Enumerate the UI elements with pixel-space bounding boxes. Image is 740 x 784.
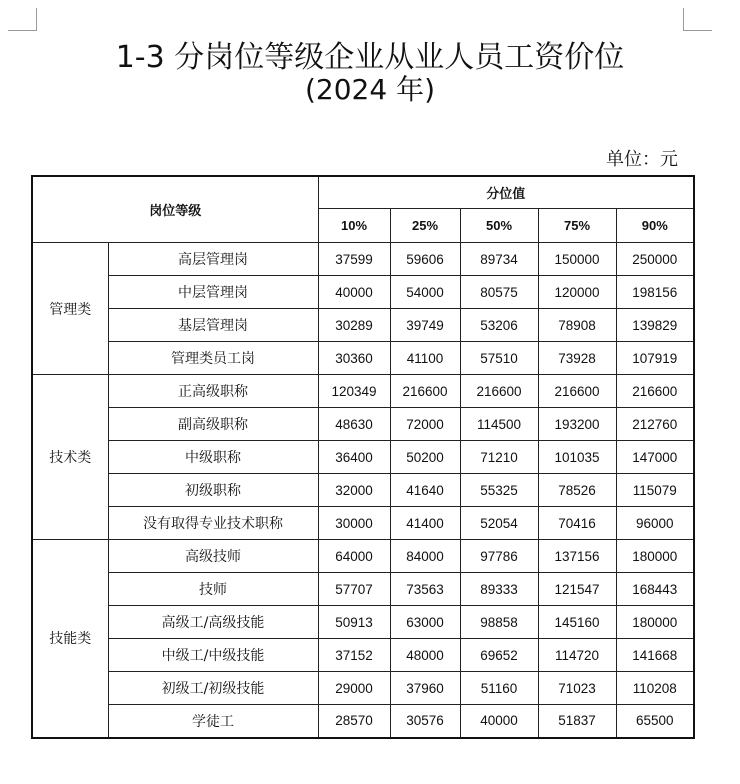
wage-cell-p50: 114500: [460, 408, 538, 441]
header-p90: 90%: [616, 209, 694, 243]
wage-cell-p75: 114720: [538, 639, 616, 672]
document-year: (2024 年): [304, 73, 435, 106]
wage-cell-p25: 73563: [390, 573, 460, 606]
wage-cell-p75: 121547: [538, 573, 616, 606]
wage-cell-p75: 73928: [538, 342, 616, 375]
wage-cell-p75: 120000: [538, 276, 616, 309]
document-title: 1-3 分岗位等级企业从业人员工资价位: [115, 40, 625, 75]
wage-cell-p10: 120349: [318, 375, 390, 408]
wage-cell-p10: 30289: [318, 309, 390, 342]
wage-cell-p90: 168443: [616, 573, 694, 606]
wage-cell-p10: 37152: [318, 639, 390, 672]
header-p50: 50%: [460, 209, 538, 243]
table-row: [32, 441, 694, 474]
header-grade: 岗位等级: [32, 176, 318, 243]
post-grade-cell: 管理类员工岗: [108, 342, 318, 375]
wage-cell-p25: 30576: [390, 705, 460, 738]
wage-cell-p90: 115079: [616, 474, 694, 507]
wage-cell-p10: 50913: [318, 606, 390, 639]
wage-cell-p75: 216600: [538, 375, 616, 408]
wage-cell-p75: 101035: [538, 441, 616, 474]
wage-cell-p50: 89333: [460, 573, 538, 606]
wage-cell-p90: 212760: [616, 408, 694, 441]
post-grade-cell: 初级职称: [108, 474, 318, 507]
header-p25: 25%: [390, 209, 460, 243]
post-grade-cell: 高级技师: [108, 540, 318, 573]
wage-cell-p75: 145160: [538, 606, 616, 639]
post-grade-cell: 中级职称: [108, 441, 318, 474]
wage-cell-p25: 59606: [390, 243, 460, 276]
wage-cell-p25: 84000: [390, 540, 460, 573]
table-row: [32, 540, 694, 573]
page-corner-mark-right: [683, 8, 712, 31]
table-row: [32, 276, 694, 309]
wage-cell-p50: 57510: [460, 342, 538, 375]
wage-cell-p25: 54000: [390, 276, 460, 309]
wage-cell-p90: 180000: [616, 540, 694, 573]
category-cell: 技能类: [32, 540, 108, 738]
wage-cell-p50: 97786: [460, 540, 538, 573]
post-grade-cell: 高层管理岗: [108, 243, 318, 276]
wage-cell-p75: 78908: [538, 309, 616, 342]
wage-cell-p10: 48630: [318, 408, 390, 441]
table-row: [32, 606, 694, 639]
wage-cell-p90: 110208: [616, 672, 694, 705]
wage-table: [31, 175, 695, 739]
page-corner-mark-left: [8, 8, 37, 31]
wage-cell-p75: 137156: [538, 540, 616, 573]
wage-cell-p50: 80575: [460, 276, 538, 309]
wage-cell-p50: 89734: [460, 243, 538, 276]
wage-cell-p10: 57707: [318, 573, 390, 606]
wage-cell-p25: 216600: [390, 375, 460, 408]
post-grade-cell: 正高级职称: [108, 375, 318, 408]
post-grade-cell: 没有取得专业技术职称: [108, 507, 318, 540]
post-grade-cell: 中级工/中级技能: [108, 639, 318, 672]
wage-cell-p25: 39749: [390, 309, 460, 342]
wage-cell-p10: 29000: [318, 672, 390, 705]
post-grade-cell: 副高级职称: [108, 408, 318, 441]
wage-cell-p75: 193200: [538, 408, 616, 441]
wage-cell-p90: 141668: [616, 639, 694, 672]
table-row: [32, 705, 694, 738]
table-row: [32, 474, 694, 507]
table-row: [32, 408, 694, 441]
wage-cell-p90: 250000: [616, 243, 694, 276]
wage-cell-p10: 30000: [318, 507, 390, 540]
post-grade-cell: 高级工/高级技能: [108, 606, 318, 639]
wage-cell-p50: 53206: [460, 309, 538, 342]
table-row: [32, 342, 694, 375]
wage-cell-p50: 69652: [460, 639, 538, 672]
wage-cell-p90: 139829: [616, 309, 694, 342]
wage-cell-p10: 64000: [318, 540, 390, 573]
wage-cell-p50: 52054: [460, 507, 538, 540]
wage-cell-p50: 40000: [460, 705, 538, 738]
wage-cell-p75: 78526: [538, 474, 616, 507]
wage-cell-p50: 216600: [460, 375, 538, 408]
post-grade-cell: 基层管理岗: [108, 309, 318, 342]
table-row: [32, 573, 694, 606]
table-row: [32, 507, 694, 540]
header-percentile: 分位值: [318, 176, 694, 209]
wage-cell-p25: 48000: [390, 639, 460, 672]
unit-label: 单位：元: [606, 149, 678, 170]
wage-cell-p10: 28570: [318, 705, 390, 738]
post-grade-cell: 中层管理岗: [108, 276, 318, 309]
wage-cell-p10: 36400: [318, 441, 390, 474]
wage-cell-p75: 71023: [538, 672, 616, 705]
table-row: [32, 243, 694, 276]
header-row: [32, 176, 694, 209]
wage-cell-p10: 30360: [318, 342, 390, 375]
wage-cell-p25: 72000: [390, 408, 460, 441]
wage-cell-p10: 32000: [318, 474, 390, 507]
header-p10: 10%: [318, 209, 390, 243]
wage-cell-p90: 96000: [616, 507, 694, 540]
table-row: [32, 639, 694, 672]
wage-cell-p90: 216600: [616, 375, 694, 408]
wage-cell-p25: 41100: [390, 342, 460, 375]
wage-cell-p75: 70416: [538, 507, 616, 540]
wage-cell-p25: 41640: [390, 474, 460, 507]
table-body: [32, 243, 694, 738]
wage-cell-p75: 150000: [538, 243, 616, 276]
wage-cell-p90: 180000: [616, 606, 694, 639]
wage-cell-p90: 198156: [616, 276, 694, 309]
wage-cell-p25: 41400: [390, 507, 460, 540]
post-grade-cell: 技师: [108, 573, 318, 606]
wage-cell-p25: 50200: [390, 441, 460, 474]
header-p75: 75%: [538, 209, 616, 243]
wage-cell-p90: 65500: [616, 705, 694, 738]
wage-cell-p10: 40000: [318, 276, 390, 309]
wage-cell-p90: 147000: [616, 441, 694, 474]
wage-cell-p90: 107919: [616, 342, 694, 375]
post-grade-cell: 初级工/初级技能: [108, 672, 318, 705]
table-row: [32, 672, 694, 705]
table-row: [32, 309, 694, 342]
wage-cell-p50: 98858: [460, 606, 538, 639]
wage-cell-p25: 37960: [390, 672, 460, 705]
post-grade-cell: 学徒工: [108, 705, 318, 738]
wage-cell-p50: 55325: [460, 474, 538, 507]
wage-cell-p10: 37599: [318, 243, 390, 276]
wage-cell-p50: 51160: [460, 672, 538, 705]
wage-cell-p75: 51837: [538, 705, 616, 738]
category-cell: 技术类: [32, 375, 108, 540]
wage-cell-p50: 71210: [460, 441, 538, 474]
wage-cell-p25: 63000: [390, 606, 460, 639]
category-cell: 管理类: [32, 243, 108, 375]
table-row: [32, 375, 694, 408]
